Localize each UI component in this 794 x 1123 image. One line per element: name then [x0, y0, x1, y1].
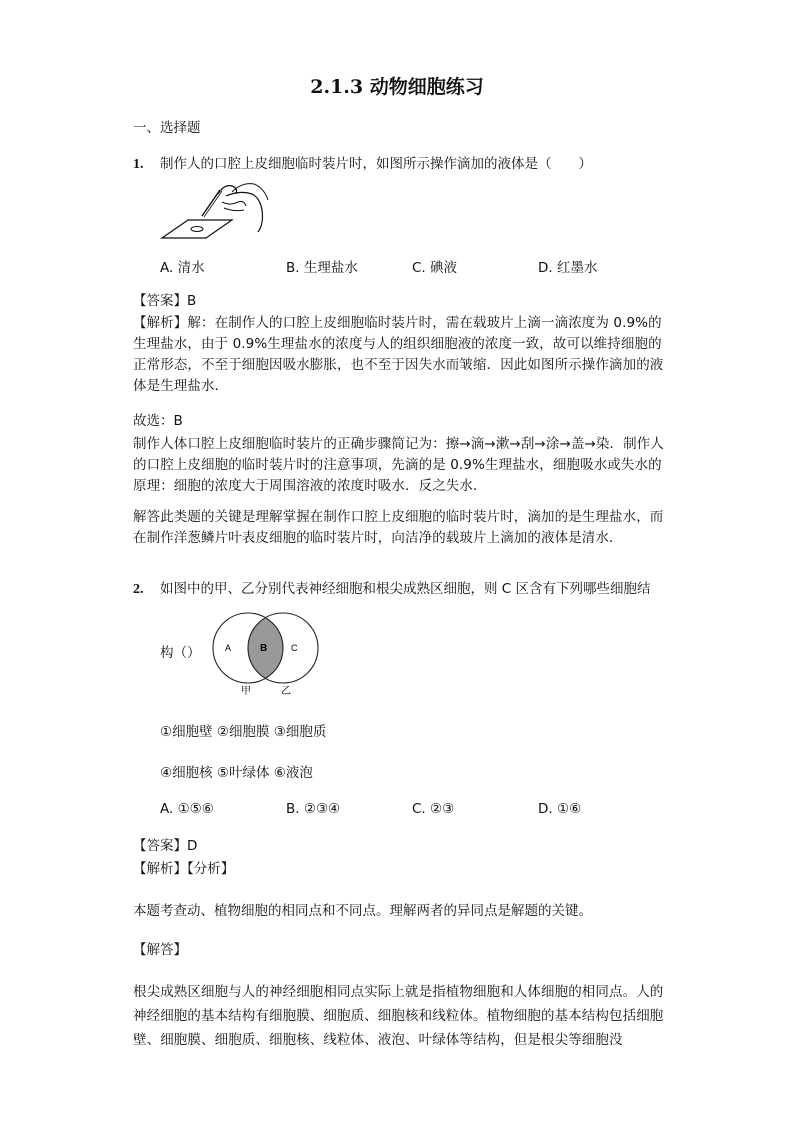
venn-label-b: B — [260, 643, 268, 654]
venn-label-right: 乙 — [281, 686, 291, 697]
q2-items-line-1: ①细胞壁 ②细胞膜 ③细胞质 — [160, 724, 327, 740]
q2-solve-heading: 【解答】 — [133, 942, 187, 958]
q1-option-c: C. 碘液 — [412, 260, 458, 276]
venn-label-c: C — [291, 643, 298, 653]
question-2-number: 2. — [133, 582, 144, 597]
venn-diagram — [205, 612, 325, 698]
q2-solution-body: 根尖成熟区细胞与人的神经细胞相同点实际上就是指植物细胞和人体细胞的相同点。人的神经细胞的基本结构有细胞膜、细胞质、细胞核和线粒体。植物细胞的基本结构包括细胞壁、细胞膜、细胞质、细胞核、线粒体、液泡、叶绿体等结构，但是根尖等细胞没 — [133, 984, 664, 1048]
q1-answer: 【答案】B — [133, 293, 197, 309]
venn-label-left: 甲 — [241, 686, 251, 697]
q2-option-c: C. ②③ — [412, 801, 455, 817]
question-1-number: 1. — [133, 157, 144, 172]
q2-answer: 【答案】D — [133, 838, 198, 854]
q1-option-a: A. 清水 — [160, 260, 205, 276]
q2-analysis-heading: 【解析】【分析】 — [133, 861, 235, 877]
question-1-stem: 制作人的口腔上皮细胞临时装片时，如图所示操作滴加的液体是（ ） — [160, 156, 592, 172]
q1-option-b: B. 生理盐水 — [286, 260, 358, 276]
dropper-slide-illustration — [160, 180, 270, 242]
q1-option-d: D. 红墨水 — [538, 260, 598, 276]
question-2-stem-continued: 构（） — [160, 645, 201, 661]
section-heading: 一、选择题 — [133, 120, 201, 136]
q2-intro: 本题考查动、植物细胞的相同点和不同点。理解两者的异同点是解题的关键。 — [133, 903, 592, 919]
page-title: 2.1.3 动物细胞练习 — [310, 76, 484, 98]
q2-option-a: A. ①⑤⑥ — [160, 801, 214, 817]
q1-analysis: 【解析】解：在制作人的口腔上皮细胞临时装片时，需在载玻片上滴一滴浓度为 0.9%的生理盐水，由于 0.9%生理盐水的浓度与人的组织细胞液的浓度一致，故可以维持细胞的正常形态，不至于细胞因吸水膨胀，也不至于因失水而皱缩．因此如图所示操作滴加的液体是生理盐水． — [133, 315, 664, 394]
q1-notes: 制作人体口腔上皮细胞临时装片的正确步骤简记为：擦→滴→漱→刮→涂→盖→染．制作人的口腔上皮细胞的临时装片时的注意事项，先滴的是 0.9%生理盐水，细胞吸水或失水的原理：细胞的浓度大于周围溶液的浓度时吸水．反之失水． — [133, 436, 664, 494]
q1-choice: 故选：B — [133, 413, 183, 429]
q1-key-point: 解答此类题的关键是理解掌握在制作口腔上皮细胞的临时装片时，滴加的是生理盐水，而在制作洋葱鳞片叶表皮细胞的临时装片时，向洁净的载玻片上滴加的液体是清水． — [133, 509, 664, 546]
venn-label-a: A — [225, 643, 232, 653]
q2-option-d: D. ①⑥ — [538, 801, 582, 817]
q2-items-line-2: ④细胞核 ⑤叶绿体 ⑥液泡 — [160, 765, 313, 781]
q2-option-b: B. ②③④ — [286, 801, 341, 817]
question-2-stem: 如图中的甲、乙分别代表神经细胞和根尖成熟区细胞，则 C 区含有下列哪些细胞结 — [160, 581, 651, 597]
